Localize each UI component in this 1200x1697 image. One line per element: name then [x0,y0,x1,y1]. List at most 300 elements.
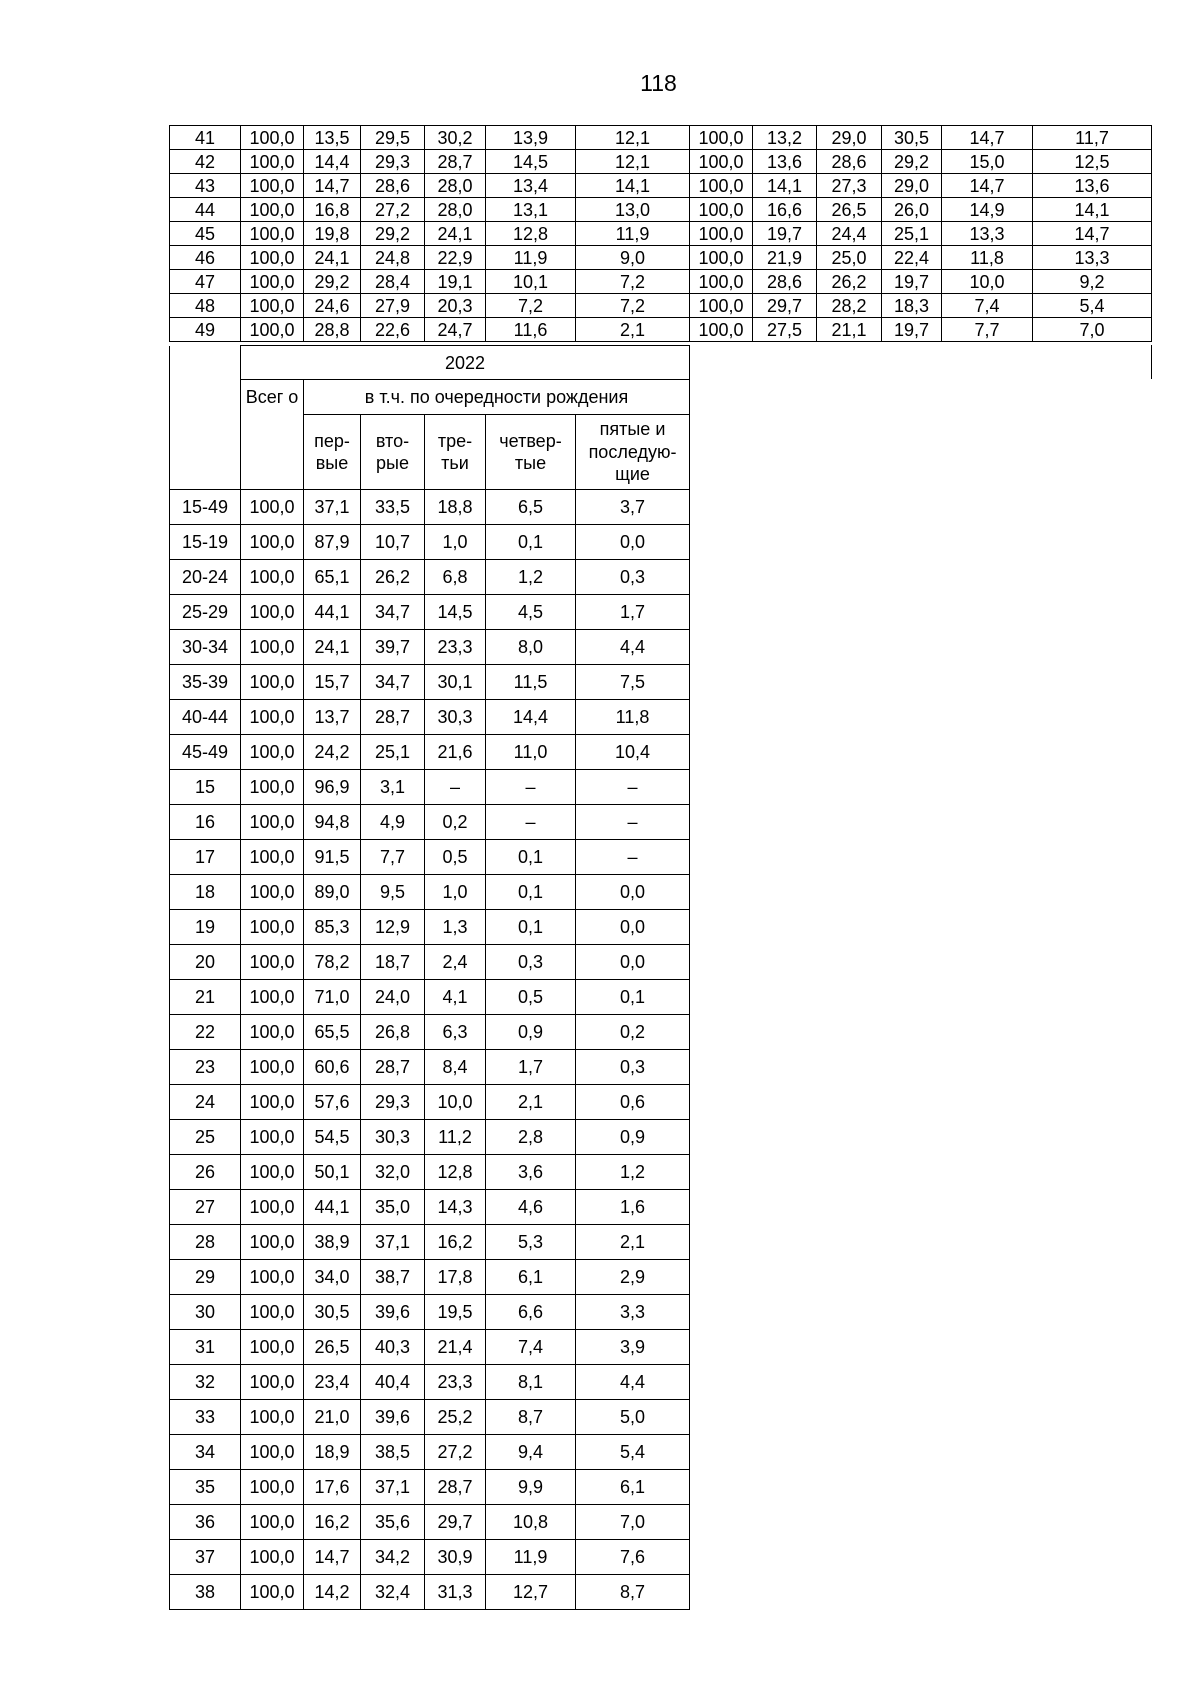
value-cell: 40,4 [361,1365,425,1400]
value-cell: 87,9 [304,525,361,560]
value-cell: 30,3 [425,700,486,735]
right-value-cell: 13,3 [942,222,1033,246]
age-cell: 35 [170,1470,241,1505]
value-cell: – [486,770,576,805]
left-value-cell: 30,2 [425,126,486,150]
value-cell: 100,0 [241,1015,304,1050]
table-row [170,174,1152,198]
left-value-cell: 100,0 [241,270,304,294]
left-value-cell: 28,7 [425,150,486,174]
table-row [170,318,1152,342]
value-cell: 38,7 [361,1260,425,1295]
value-cell: 6,8 [425,560,486,595]
table-row [170,1435,690,1470]
age-cell: 15-49 [170,490,241,525]
value-cell: 29,3 [361,1085,425,1120]
right-value-cell: 100,0 [690,174,753,198]
right-value-cell: 29,0 [817,126,882,150]
left-value-cell: 14,1 [576,174,690,198]
value-cell: 25,1 [361,735,425,770]
value-cell: 39,6 [361,1295,425,1330]
value-cell: 6,1 [486,1260,576,1295]
value-cell: 100,0 [241,595,304,630]
left-value-cell: 9,0 [576,246,690,270]
value-cell: 34,0 [304,1260,361,1295]
value-cell: 28,7 [361,700,425,735]
value-cell: 24,0 [361,980,425,1015]
value-cell: 4,9 [361,805,425,840]
value-cell: 100,0 [241,1120,304,1155]
value-cell: 6,6 [486,1295,576,1330]
value-cell: 19,5 [425,1295,486,1330]
value-cell: 37,1 [361,1470,425,1505]
value-cell: 100,0 [241,770,304,805]
left-value-cell: 20,3 [425,294,486,318]
table-row [170,1575,690,1610]
table-row [170,246,1152,270]
value-cell: 100,0 [241,560,304,595]
value-cell: 21,0 [304,1400,361,1435]
value-cell: 38,9 [304,1225,361,1260]
age-cell: 41 [170,126,241,150]
right-value-cell: 13,3 [1033,246,1152,270]
left-value-cell: 16,8 [304,198,361,222]
value-cell: 1,6 [576,1190,690,1225]
value-cell: 94,8 [304,805,361,840]
value-cell: – [425,770,486,805]
fertility-order-table-2022 [169,345,690,1610]
table-row [170,1015,690,1050]
value-cell: 100,0 [241,490,304,525]
value-cell: 21,4 [425,1330,486,1365]
value-cell: 5,4 [576,1435,690,1470]
value-cell: 9,9 [486,1470,576,1505]
right-value-cell: 26,5 [817,198,882,222]
second-births-header: вто- рые [361,415,425,490]
value-cell: 4,1 [425,980,486,1015]
value-cell: 6,1 [576,1470,690,1505]
value-cell: 4,4 [576,1365,690,1400]
fourth-births-header: четвер- тые [486,415,576,490]
left-value-cell: 28,6 [361,174,425,198]
age-cell: 26 [170,1155,241,1190]
left-value-cell: 24,6 [304,294,361,318]
value-cell: 14,2 [304,1575,361,1610]
value-cell: 2,1 [576,1225,690,1260]
right-value-cell: 14,7 [942,126,1033,150]
value-cell: 12,8 [425,1155,486,1190]
age-cell: 35-39 [170,665,241,700]
age-cell: 46 [170,246,241,270]
value-cell: 0,6 [576,1085,690,1120]
table-row [170,1155,690,1190]
value-cell: 100,0 [241,700,304,735]
year-header: 2022 [241,346,690,380]
age-cell: 30 [170,1295,241,1330]
left-value-cell: 7,2 [576,294,690,318]
value-cell: 100,0 [241,805,304,840]
value-cell: 0,3 [576,1050,690,1085]
age-cell: 20 [170,945,241,980]
left-value-cell: 2,1 [576,318,690,342]
age-cell: 22 [170,1015,241,1050]
age-cell: 20-24 [170,560,241,595]
age-cell: 18 [170,875,241,910]
right-value-cell: 13,2 [753,126,817,150]
table-row [170,980,690,1015]
value-cell: 89,0 [304,875,361,910]
value-cell: 25,2 [425,1400,486,1435]
value-cell: 33,5 [361,490,425,525]
total-column-header: Всег о [241,380,304,490]
value-cell: 0,5 [425,840,486,875]
value-cell: 0,1 [486,875,576,910]
value-cell: 71,0 [304,980,361,1015]
table-row [170,665,690,700]
left-value-cell: 19,1 [425,270,486,294]
left-value-cell: 13,9 [486,126,576,150]
left-value-cell: 24,7 [425,318,486,342]
right-value-cell: 14,1 [753,174,817,198]
value-cell: 100,0 [241,630,304,665]
table-row [170,805,690,840]
left-value-cell: 28,8 [304,318,361,342]
right-value-cell: 10,0 [942,270,1033,294]
age-cell: 15-19 [170,525,241,560]
value-cell: 14,7 [304,1540,361,1575]
left-value-cell: 100,0 [241,246,304,270]
value-cell: 3,7 [576,490,690,525]
table-row [170,1085,690,1120]
table-row [170,1330,690,1365]
table-row [170,595,690,630]
age-cell: 44 [170,198,241,222]
age-cell: 27 [170,1190,241,1225]
left-value-cell: 27,2 [361,198,425,222]
table-row [170,1365,690,1400]
value-cell: 50,1 [304,1155,361,1190]
value-cell: 3,9 [576,1330,690,1365]
value-cell: 26,2 [361,560,425,595]
right-value-cell: 25,0 [817,246,882,270]
value-cell: 91,5 [304,840,361,875]
left-value-cell: 28,0 [425,198,486,222]
table-row [170,840,690,875]
right-value-cell: 27,3 [817,174,882,198]
left-value-cell: 13,4 [486,174,576,198]
value-cell: 10,8 [486,1505,576,1540]
right-value-cell: 22,4 [882,246,942,270]
value-cell: 32,4 [361,1575,425,1610]
age-cell: 32 [170,1365,241,1400]
value-cell: 17,8 [425,1260,486,1295]
table-row [170,1400,690,1435]
value-cell: 0,1 [486,910,576,945]
right-value-cell: 14,7 [1033,222,1152,246]
table-row [170,222,1152,246]
right-value-cell: 15,0 [942,150,1033,174]
value-cell: 96,9 [304,770,361,805]
left-value-cell: 100,0 [241,294,304,318]
value-cell: 100,0 [241,1225,304,1260]
value-cell: 100,0 [241,1470,304,1505]
value-cell: 7,7 [361,840,425,875]
value-cell: 65,1 [304,560,361,595]
value-cell: 28,7 [425,1470,486,1505]
value-cell: 18,7 [361,945,425,980]
left-value-cell: 100,0 [241,198,304,222]
age-cell: 40-44 [170,700,241,735]
value-cell: 1,7 [576,595,690,630]
table-row [170,1505,690,1540]
value-cell: 14,4 [486,700,576,735]
value-cell: 23,3 [425,1365,486,1400]
age-cell: 31 [170,1330,241,1365]
value-cell: 5,0 [576,1400,690,1435]
value-cell: – [576,805,690,840]
value-cell: 1,7 [486,1050,576,1085]
value-cell: 100,0 [241,1435,304,1470]
left-value-cell: 11,9 [486,246,576,270]
value-cell: 4,4 [576,630,690,665]
value-cell: 12,7 [486,1575,576,1610]
right-value-cell: 100,0 [690,126,753,150]
right-value-cell: 100,0 [690,270,753,294]
left-value-cell: 24,1 [425,222,486,246]
value-cell: 57,6 [304,1085,361,1120]
left-value-cell: 24,1 [304,246,361,270]
age-cell: 29 [170,1260,241,1295]
value-cell: 8,1 [486,1365,576,1400]
right-value-cell: 14,7 [942,174,1033,198]
value-cell: 1,3 [425,910,486,945]
value-cell: 34,7 [361,595,425,630]
age-cell: 16 [170,805,241,840]
left-value-cell: 29,2 [361,222,425,246]
value-cell: 18,8 [425,490,486,525]
age-cell: 28 [170,1225,241,1260]
age-cell: 21 [170,980,241,1015]
value-cell: 100,0 [241,1540,304,1575]
value-cell: 12,9 [361,910,425,945]
value-cell: 100,0 [241,1505,304,1540]
right-value-cell: 30,5 [882,126,942,150]
value-cell: 16,2 [425,1225,486,1260]
value-cell: 3,6 [486,1155,576,1190]
value-cell: 8,0 [486,630,576,665]
right-value-cell: 5,4 [1033,294,1152,318]
value-cell: 38,5 [361,1435,425,1470]
value-cell: – [576,770,690,805]
value-cell: 30,5 [304,1295,361,1330]
left-value-cell: 7,2 [576,270,690,294]
left-value-cell: 100,0 [241,174,304,198]
right-value-cell: 19,7 [882,270,942,294]
right-value-cell: 100,0 [690,294,753,318]
value-cell: – [486,805,576,840]
table-row [170,1190,690,1225]
value-cell: 8,7 [576,1575,690,1610]
value-cell: 8,7 [486,1400,576,1435]
age-cell: 45 [170,222,241,246]
right-value-cell: 26,2 [817,270,882,294]
age-cell: 38 [170,1575,241,1610]
value-cell: 0,3 [576,560,690,595]
left-value-cell: 100,0 [241,126,304,150]
table-row [170,630,690,665]
age-header-cell [170,346,241,490]
table-row [170,198,1152,222]
value-cell: 26,8 [361,1015,425,1050]
value-cell: 23,3 [425,630,486,665]
value-cell: 0,9 [486,1015,576,1050]
right-value-cell: 28,6 [753,270,817,294]
right-value-cell: 13,6 [1033,174,1152,198]
value-cell: 4,5 [486,595,576,630]
value-cell: 100,0 [241,840,304,875]
value-cell: 0,1 [486,840,576,875]
value-cell: 26,5 [304,1330,361,1365]
left-value-cell: 12,1 [576,126,690,150]
value-cell: 34,2 [361,1540,425,1575]
right-value-cell: 12,5 [1033,150,1152,174]
value-cell: 100,0 [241,1295,304,1330]
left-value-cell: 100,0 [241,318,304,342]
right-value-cell: 19,7 [753,222,817,246]
value-cell: 100,0 [241,1050,304,1085]
value-cell: 100,0 [241,665,304,700]
value-cell: 1,0 [425,875,486,910]
value-cell: 6,5 [486,490,576,525]
right-value-cell: 7,4 [942,294,1033,318]
value-cell: 78,2 [304,945,361,980]
value-cell: 100,0 [241,735,304,770]
table-row [170,150,1152,174]
third-births-header: тре- тьи [425,415,486,490]
table-row [170,770,690,805]
table-row [170,294,1152,318]
value-cell: 9,4 [486,1435,576,1470]
age-cell: 30-34 [170,630,241,665]
value-cell: 0,9 [576,1120,690,1155]
value-cell: 30,9 [425,1540,486,1575]
table-row [170,1470,690,1505]
value-cell: 100,0 [241,1085,304,1120]
table-row [170,1120,690,1155]
value-cell: 28,7 [361,1050,425,1085]
table-row [170,1540,690,1575]
value-cell: 100,0 [241,910,304,945]
table-row [170,875,690,910]
value-cell: 2,1 [486,1085,576,1120]
left-value-cell: 100,0 [241,150,304,174]
value-cell: 8,4 [425,1050,486,1085]
value-cell: 15,7 [304,665,361,700]
value-cell: 11,2 [425,1120,486,1155]
right-value-cell: 29,7 [753,294,817,318]
right-value-cell: 13,6 [753,150,817,174]
right-value-cell: 9,2 [1033,270,1152,294]
value-cell: 0,5 [486,980,576,1015]
right-value-cell: 100,0 [690,246,753,270]
value-cell: 14,5 [425,595,486,630]
value-cell: 23,4 [304,1365,361,1400]
page-number: 118 [640,70,677,96]
value-cell: 65,5 [304,1015,361,1050]
right-value-cell: 25,1 [882,222,942,246]
age-cell: 49 [170,318,241,342]
value-cell: 3,1 [361,770,425,805]
value-cell: 100,0 [241,980,304,1015]
value-cell: 100,0 [241,525,304,560]
left-value-cell: 14,7 [304,174,361,198]
left-value-cell: 22,6 [361,318,425,342]
value-cell: 1,2 [486,560,576,595]
right-value-cell: 11,7 [1033,126,1152,150]
table-row [170,560,690,595]
value-cell: 24,1 [304,630,361,665]
value-cell: 3,3 [576,1295,690,1330]
value-cell: 100,0 [241,1400,304,1435]
table-row [170,700,690,735]
value-cell: 13,7 [304,700,361,735]
table-row [170,735,690,770]
value-cell: 2,8 [486,1120,576,1155]
value-cell: 10,0 [425,1085,486,1120]
right-value-cell: 100,0 [690,318,753,342]
value-cell: 100,0 [241,1365,304,1400]
continued-table [169,125,1152,342]
right-value-cell: 27,5 [753,318,817,342]
value-cell: 100,0 [241,1575,304,1610]
left-value-cell: 29,3 [361,150,425,174]
left-value-cell: 27,9 [361,294,425,318]
right-value-cell: 28,2 [817,294,882,318]
value-cell: 17,6 [304,1470,361,1505]
value-cell: 2,4 [425,945,486,980]
value-cell: 0,0 [576,910,690,945]
right-value-cell: 21,9 [753,246,817,270]
table-row [170,525,690,560]
value-cell: 30,1 [425,665,486,700]
value-cell: 1,0 [425,525,486,560]
value-cell: 7,4 [486,1330,576,1365]
right-value-cell: 19,7 [882,318,942,342]
value-cell: 0,1 [486,525,576,560]
left-value-cell: 22,9 [425,246,486,270]
age-cell: 19 [170,910,241,945]
right-value-cell: 26,0 [882,198,942,222]
value-cell: 4,6 [486,1190,576,1225]
value-cell: 7,5 [576,665,690,700]
left-value-cell: 12,1 [576,150,690,174]
value-cell: 11,8 [576,700,690,735]
value-cell: 7,0 [576,1505,690,1540]
right-value-cell: 18,3 [882,294,942,318]
first-births-header: пер- вые [304,415,361,490]
left-value-cell: 28,0 [425,174,486,198]
table-row [170,1050,690,1085]
table-row [170,270,1152,294]
right-value-cell: 7,7 [942,318,1033,342]
age-cell: 45-49 [170,735,241,770]
age-cell: 36 [170,1505,241,1540]
value-cell: 0,0 [576,875,690,910]
value-cell: 54,5 [304,1120,361,1155]
age-cell: 43 [170,174,241,198]
value-cell: 0,2 [576,1015,690,1050]
left-value-cell: 24,8 [361,246,425,270]
